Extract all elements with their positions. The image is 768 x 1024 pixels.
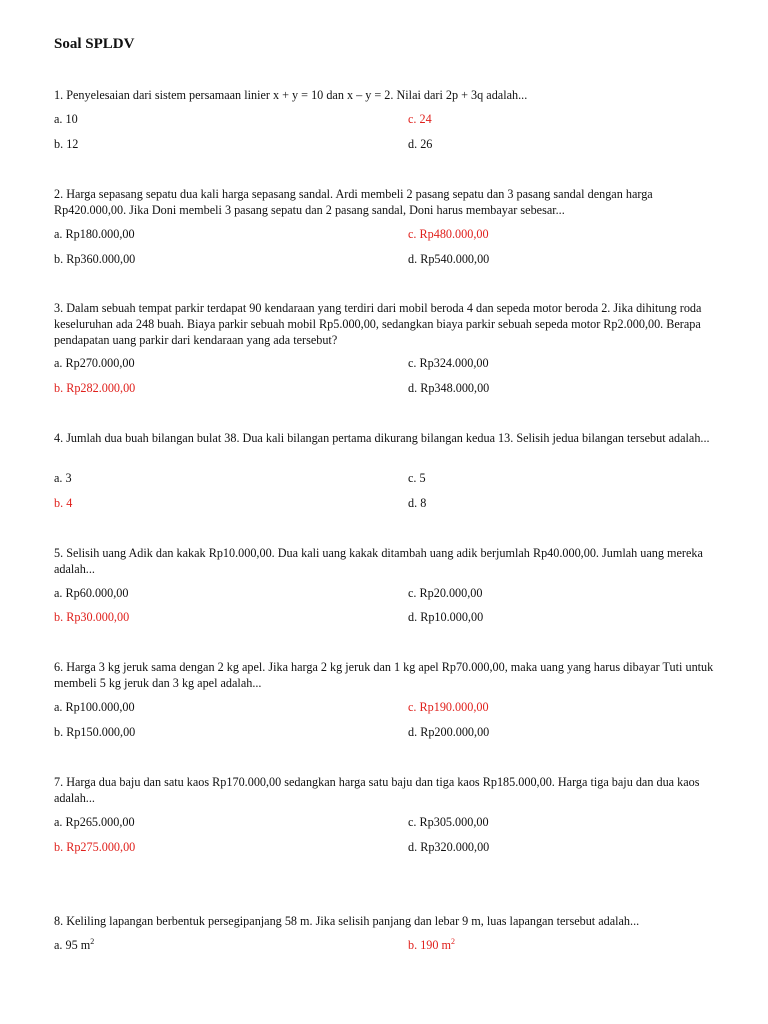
question-2-option-b: b. Rp360.000,00 bbox=[54, 252, 136, 266]
question-8-option-a bbox=[54, 937, 94, 953]
question-8-option-a-label: a. 95 m bbox=[54, 938, 91, 952]
question-6-option-a: a. Rp100.000,00 bbox=[54, 700, 135, 714]
question-7-option-b: b. Rp275.000,00 bbox=[54, 840, 136, 854]
question-4-option-d: d. 8 bbox=[408, 496, 427, 510]
question-1-option-a: a. 10 bbox=[54, 112, 78, 126]
page-title: Soal SPLDV bbox=[54, 36, 135, 52]
question-5-option-d: d. Rp10.000,00 bbox=[408, 610, 484, 624]
squared-superscript: 2 bbox=[90, 936, 95, 946]
squared-superscript: 2 bbox=[451, 936, 455, 946]
question-1-option-b: b. 12 bbox=[54, 137, 79, 151]
question-3-option-d: d. Rp348.000,00 bbox=[408, 381, 490, 395]
question-6-option-b: b. Rp150.000,00 bbox=[54, 725, 136, 739]
question-5-option-b: b. Rp30.000,00 bbox=[54, 610, 130, 624]
question-1-text: 1. Penyelesaian dari sistem persamaan linier x + y = 10 dan x – y = 2. Nilai dari 2p + 3q adalah... bbox=[54, 88, 528, 102]
question-7-option-a: a. Rp265.000,00 bbox=[54, 815, 135, 829]
question-2-option-d: d. Rp540.000,00 bbox=[408, 252, 490, 266]
question-6-option-c: c. Rp190.000,00 bbox=[408, 700, 489, 714]
document-page bbox=[54, 0, 718, 1024]
question-1-option-c: c. 24 bbox=[408, 112, 432, 126]
question-8-option-b-label: b. 190 m bbox=[408, 938, 451, 952]
question-2-option-c: c. Rp480.000,00 bbox=[408, 227, 489, 241]
question-1-option-d: d. 26 bbox=[408, 137, 433, 151]
question-5-option-a: a. Rp60.000,00 bbox=[54, 586, 129, 600]
question-5-option-c: c. Rp20.000,00 bbox=[408, 586, 483, 600]
question-8-option-b bbox=[408, 937, 455, 953]
question-5-text: 5. Selisih uang Adik dan kakak Rp10.000,00. Dua kali uang kakak ditambah uang adik berjumlah Rp40.000,00. Jumlah uang mereka adalah... bbox=[54, 546, 703, 576]
question-7-option-c: c. Rp305.000,00 bbox=[408, 815, 489, 829]
question-4-option-b: b. 4 bbox=[54, 496, 73, 510]
question-3-option-a: a. Rp270.000,00 bbox=[54, 356, 135, 370]
question-3-option-c: c. Rp324.000,00 bbox=[408, 356, 489, 370]
question-7-text: 7. Harga dua baju dan satu kaos Rp170.000,00 sedangkan harga satu baju dan tiga kaos Rp185.000,00. Harga tiga baju dan dua kaos adalah... bbox=[54, 775, 700, 805]
question-6-option-d: d. Rp200.000,00 bbox=[408, 725, 490, 739]
question-4-option-a: a. 3 bbox=[54, 471, 72, 485]
question-2-option-a: a. Rp180.000,00 bbox=[54, 227, 135, 241]
question-3-option-b: b. Rp282.000,00 bbox=[54, 381, 136, 395]
question-2-text: 2. Harga sepasang sepatu dua kali harga sepasang sandal. Ardi membeli 2 pasang sepatu dan 3 pasang sandal dengan harga Rp420.000,00. Jika Doni membeli 3 pasang sepatu dan 2 pasang sandal, Doni harus membayar sebesar... bbox=[54, 187, 653, 217]
question-7-option-d: d. Rp320.000,00 bbox=[408, 840, 490, 854]
question-3-text: 3. Dalam sebuah tempat parkir terdapat 90 kendaraan yang terdiri dari mobil beroda 4 dan sepeda motor beroda 2. Jika dihitung roda keseluruhan ada 248 buah. Biaya parkir sebuah mobil Rp5.000,00, sedangkan biaya parkir sebuah sepeda motor Rp2.000,00. Berapa pendapatan uang parkir dari kendaraan yang ada tersebut? bbox=[54, 301, 702, 347]
question-4-option-c: c. 5 bbox=[408, 471, 426, 485]
question-8-text: 8. Keliling lapangan berbentuk persegipanjang 58 m. Jika selisih panjang dan lebar 9 m, luas lapangan tersebut adalah... bbox=[54, 914, 640, 928]
question-4-text: 4. Jumlah dua buah bilangan bulat 38. Dua kali bilangan pertama dikurang bilangan kedua 13. Selisih jedua bilangan tersebut adalah... bbox=[54, 431, 710, 445]
question-6-text: 6. Harga 3 kg jeruk sama dengan 2 kg apel. Jika harga 2 kg jeruk dan 1 kg apel Rp70.000,00, maka uang yang harus dibayar Tuti untuk membeli 5 kg jeruk dan 3 kg apel adalah... bbox=[54, 660, 714, 690]
